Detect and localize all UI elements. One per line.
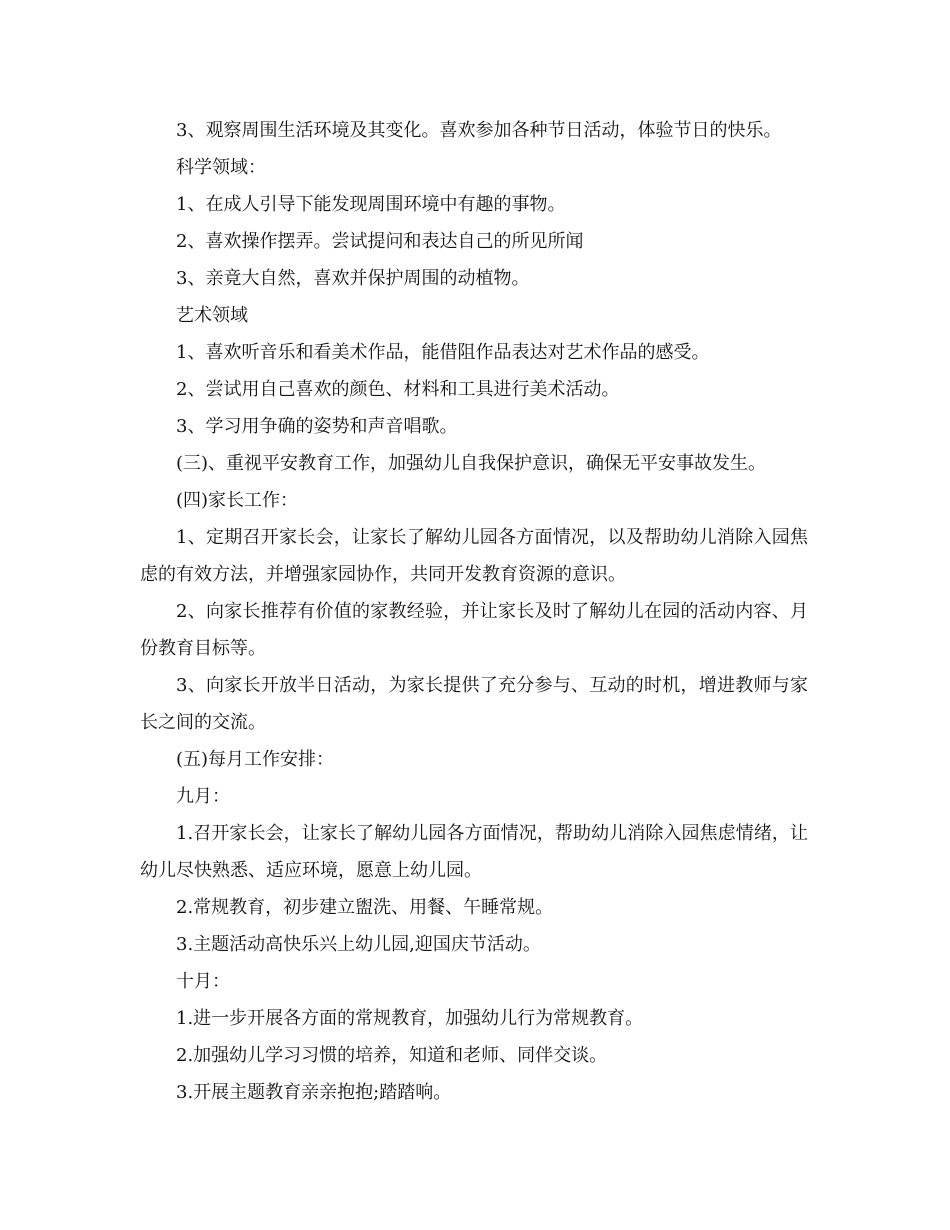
paragraph: 3、学习用争确的姿势和声音唱歌。 — [176, 416, 458, 437]
month-heading: 十月： — [176, 971, 230, 992]
paragraph: 2、尝试用自己喜欢的颜色、材料和工具进行美术活动。 — [176, 379, 620, 400]
paragraph: 2.加强幼儿学习习惯的培养，知道和老师、同伴交谈。 — [176, 1045, 608, 1066]
paragraph: 1、在成人引导下能发现周围环境中有趣的事物。 — [176, 194, 566, 215]
paragraph: 2、向家长推荐有价值的家教经验，并让家长及时了解幼儿在园的活动内容、月份教育目标等。 — [140, 601, 808, 659]
section-heading: 艺术领域 — [176, 305, 248, 326]
section-heading: (五)每月工作安排： — [176, 749, 335, 770]
paragraph: 1、喜欢听音乐和看美术作品，能借阻作品表达对艺术作品的感受。 — [176, 342, 710, 363]
section-heading: 科学领域： — [176, 157, 266, 178]
section-heading: (四)家长工作： — [176, 490, 299, 511]
paragraph: 1、定期召开家长会，让家长了解幼儿园各方面情况，以及帮助幼儿消除入园焦虑的有效方法，并增强家园协作，共同开发教育资源的意识。 — [140, 527, 808, 585]
paragraph: 3、向家长开放半日活动，为家长提供了充分参与、互动的时机，增进教师与家长之间的交流。 — [140, 675, 808, 733]
paragraph: 3、亲竟大自然，喜欢并保护周围的动植物。 — [176, 268, 530, 289]
month-heading: 九月： — [176, 786, 230, 807]
section-heading: (三)、重视平安教育工作，加强幼儿自我保护意识，确保无平安事故发生。 — [176, 453, 767, 474]
paragraph: 3、观察周围生活环境及其变化。喜欢参加各种节日活动，体验节日的快乐。 — [176, 120, 782, 141]
document-body — [140, 112, 808, 1111]
paragraph: 3.开展主题教育亲亲抱抱;踏踏响。 — [176, 1082, 452, 1103]
paragraph: 2.常规教育，初步建立盥洗、用餐、午睡常规。 — [176, 897, 554, 918]
paragraph: 2、喜欢操作摆弄。尝试提问和表达自己的所见所闻 — [176, 231, 584, 252]
paragraph: 1.召开家长会，让家长了解幼儿园各方面情况，帮助幼儿消除入园焦虑情绪，让幼儿尽快熟悉、适应环境，愿意上幼儿园。 — [140, 823, 808, 881]
paragraph: 1.进一步开展各方面的常规教育，加强幼儿行为常规教育。 — [176, 1008, 644, 1029]
paragraph: 3.主题活动高快乐兴上幼儿园,迎国庆节活动。 — [176, 934, 541, 955]
